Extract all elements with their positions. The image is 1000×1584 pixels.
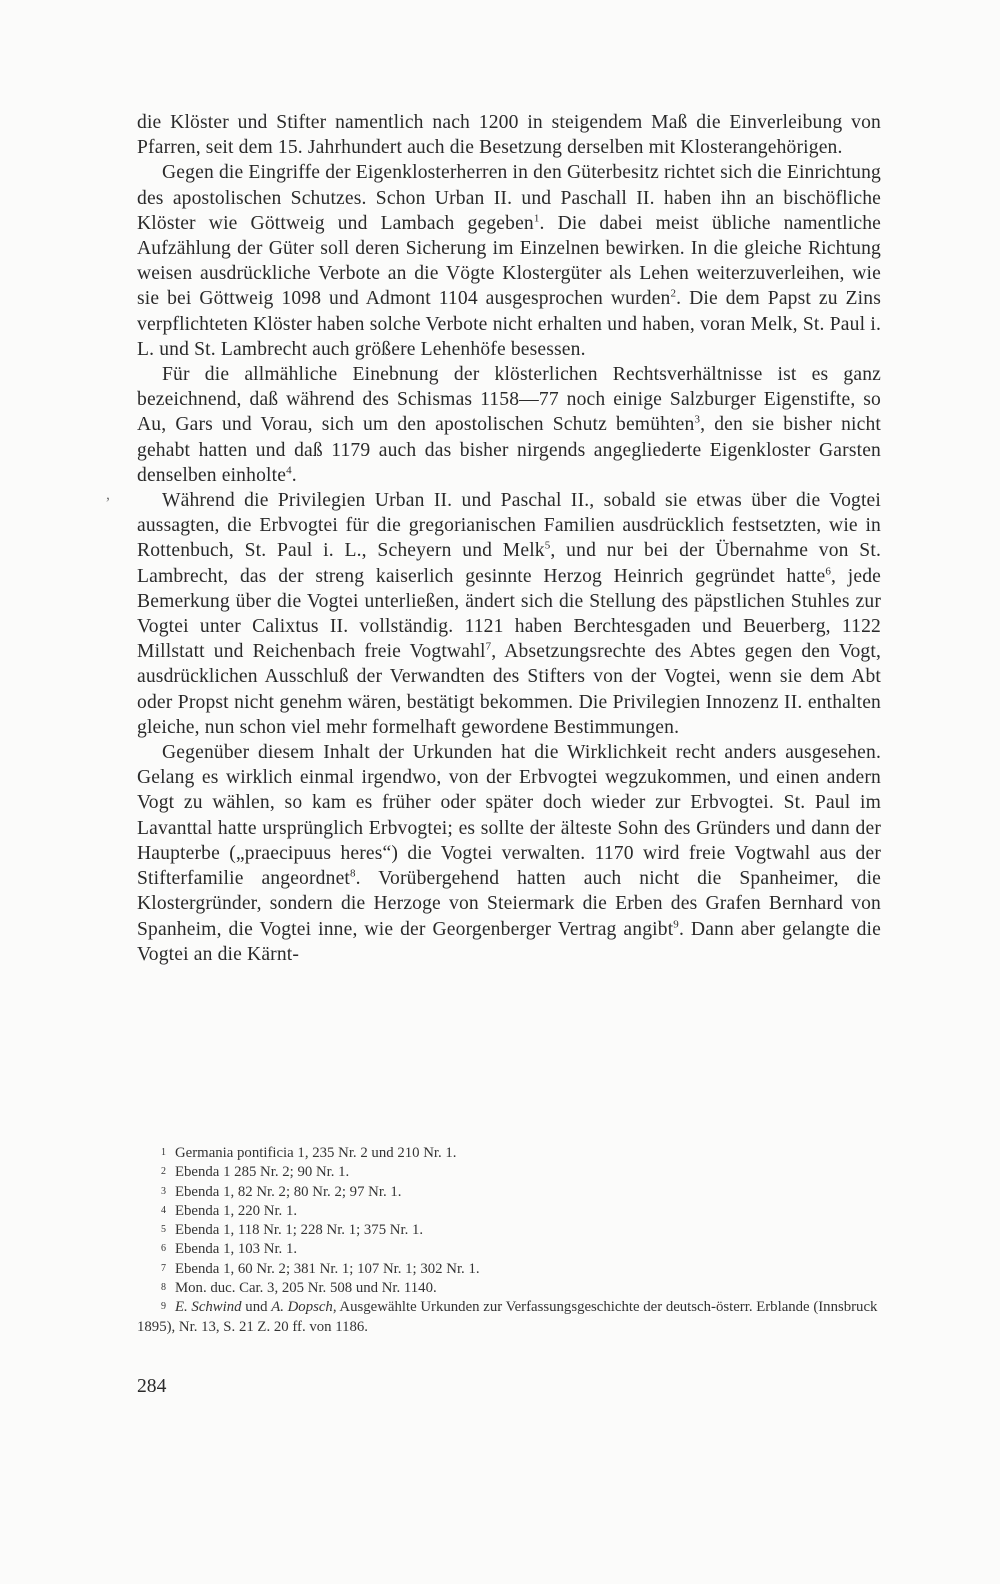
paragraph-text: . Vorübergehend hatten auch nicht die Spanheimer, die Klostergründer, sondern die Herzoge von Steiermark die Erben des Grafen Bernhard von Spanheim, die Vogtei inne, wie der Georgenberger Vertrag angibt: [137, 868, 882, 940]
margin-mark: ,: [106, 486, 110, 503]
footnote-number: 2: [161, 1166, 166, 1178]
footnote: [137, 1221, 881, 1240]
paragraph: [137, 740, 881, 967]
footnote-text: Ebenda 1, 220 Nr. 1.: [175, 1202, 298, 1219]
footnote-reference: 5: [544, 539, 551, 552]
footnote-reference: 2: [670, 287, 677, 300]
footnote-text: Ebenda 1 285 Nr. 2; 90 Nr. 1.: [175, 1164, 350, 1181]
footnote: [137, 1298, 881, 1337]
footnote-text: Ebenda 1, 103 Nr. 1.: [175, 1241, 298, 1258]
footnote-number: 3: [161, 1185, 166, 1197]
paragraph-text: , Absetzungsrechte des Abtes gegen den Vogt, ausdrücklichen Ausschluß der Verwandten des Stifters von der Vogtei, wenn sie dem Abt oder Propst nicht genehm wären, bestätigt bekommen. Die Privilegien Innozenz II. enthalten gleiche, nun schon viel mehr formelhaft gewordene Bestimmungen.: [137, 641, 881, 738]
paragraph-text: . Die dabei meist übliche namentliche Aufzählung der Güter soll deren Sicherung im Einzelnen bewirken. In die gleiche Richtung weisen ausdrückliche Verbote an die Vögte Klostergüter als Lehen weiterzuverleihen, wie sie bei Göttweig 1098 und Admont 1104 ausgesprochen wurden: [137, 212, 881, 310]
footnote: [137, 1144, 881, 1163]
paragraph-text: Gegen die Eingriffe der Eigenklosterherren in den Güterbesitz richtet sich die Einrichtung des apostolischen Schutzes. Schon Urban II. und Paschall II. haben ihn an bischöfliche Klöster wie Göttweig und Lambach gegeben: [137, 162, 881, 234]
paragraph-text: .: [291, 464, 297, 486]
footnote-text: Ebenda 1, 82 Nr. 2; 80 Nr. 2; 97 Nr. 1.: [175, 1183, 402, 1200]
paragraph: [137, 362, 881, 488]
paragraph-text: Für die allmähliche Einebnung der klösterlichen Rechtsverhältnisse ist es ganz bezeichnend, daß während des Schismas 1158—77 noch einige Salzburger Eigenstifte, so Au, Gars und Vorau, sich um den apostolischen Schutz bemühten: [137, 364, 881, 436]
footnote-number: 5: [161, 1224, 166, 1236]
footnote-reference: 7: [485, 640, 492, 653]
footnote-number: 8: [161, 1282, 166, 1294]
footnote-text: E. Schwind: [175, 1299, 242, 1316]
paragraph-text: . Dann aber gelangte die Vogtei an die Kärnt-: [137, 918, 882, 965]
footnote-text: , Ausgewählte Urkunden zur Verfassungsgeschichte der deutsch-österr. Erblande (Innsbruck 1895), Nr. 13, S. 21 Z. 20 ff. von 1186.: [137, 1299, 878, 1335]
paragraph: [137, 488, 881, 740]
page-number: 284: [137, 1376, 167, 1397]
footnote: [137, 1183, 881, 1202]
body-text: [137, 110, 881, 967]
footnote-number: 7: [161, 1262, 166, 1274]
footnote: [137, 1279, 881, 1298]
paragraph-text: . Die dem Papst zu Zins verpflichteten Klöster haben solche Verbote nicht erhalten und haben, voran Melk, St. Paul i. L. und St. Lambrecht auch größere Lehenhöfe besessen.: [137, 288, 881, 360]
footnote-number: 4: [161, 1204, 166, 1216]
footnote-reference: 1: [533, 212, 540, 225]
footnote: [137, 1260, 881, 1279]
footnote-reference: 9: [673, 917, 679, 930]
paragraph: [137, 110, 881, 160]
footnotes: [137, 1144, 881, 1337]
footnote-reference: 4: [286, 464, 292, 477]
footnote-number: 1: [161, 1147, 166, 1158]
footnote-text: A. Dopsch: [271, 1299, 333, 1316]
footnote: [137, 1240, 881, 1259]
paragraph-text: Während die Privilegien Urban II. und Paschal II., sobald sie etwas über die Vogtei aussagten, die Erbvogtei für die gregorianischen Familien ausdrücklich festsetzten, wie in Rottenbuch, St. Paul i. L., Scheyern und Melk: [137, 490, 881, 562]
paragraph: [137, 160, 881, 362]
footnote-text: Mon. duc. Car. 3, 205 Nr. 508 und Nr. 1140.: [175, 1280, 437, 1297]
paragraph-text: Gegenüber diesem Inhalt der Urkunden hat die Wirklichkeit recht anders ausgesehen. Gelang es wirklich einmal irgendwo, von der Erbvogtei wegzukommen, und einen andern Vogt zu wählen, so kam es früher oder später doch wieder zur Erbvogtei. St. Paul im Lavanttal hatte ursprünglich Erbvogtei; es sollte der älteste Sohn des Gründers und dann der Haupterbe („praecipuus heres“) die Vogtei verwalten. 1170 wird freie Vogtwahl aus der Stifterfamilie angeordnet: [137, 742, 881, 890]
footnote: [137, 1202, 881, 1221]
paragraph-text: , und nur bei der Übernahme von St. Lambrecht, das der streng kaiserlich gesinnte Herzog Heinrich gegründet hatte: [137, 540, 881, 587]
footnote-text: Ebenda 1, 60 Nr. 2; 381 Nr. 1; 107 Nr. 1; 302 Nr. 1.: [175, 1260, 480, 1277]
paragraph-text: die Klöster und Stifter namentlich nach 1200 in steigendem Maß die Einverleibung von Pfarren, seit dem 15. Jahrhundert auch die Besetzung derselben mit Klosterangehörigen.: [137, 112, 881, 159]
footnote-text: Germania pontificia 1, 235 Nr. 2 und 210 Nr. 1.: [175, 1145, 457, 1161]
footnote-number: 9: [161, 1301, 166, 1313]
footnote-number: 6: [161, 1243, 166, 1255]
footnote-reference: 3: [694, 413, 701, 426]
paragraph-text: , jede Bemerkung über die Vogtei unterließen, ändert sich die Stellung des päpstlichen Stuhles zur Vogtei unter Calixtus II. vollständig. 1121 haben Berchtesgaden und Beuerberg, 1122 Millstatt und Reichenbach freie Vogtwahl: [137, 565, 881, 663]
footnote-text: und: [241, 1299, 272, 1316]
footnote-reference: 8: [350, 867, 356, 880]
footnote-text: Ebenda 1, 118 Nr. 1; 228 Nr. 1; 375 Nr. 1.: [175, 1222, 424, 1239]
paragraph-text: , den sie bisher nicht gehabt hatten und daß 1179 auch das bisher nirgends angegliederte Eigenkloster Garsten denselben einholte: [137, 414, 881, 486]
footnote-reference: 6: [825, 565, 832, 578]
footnote: [137, 1163, 881, 1182]
